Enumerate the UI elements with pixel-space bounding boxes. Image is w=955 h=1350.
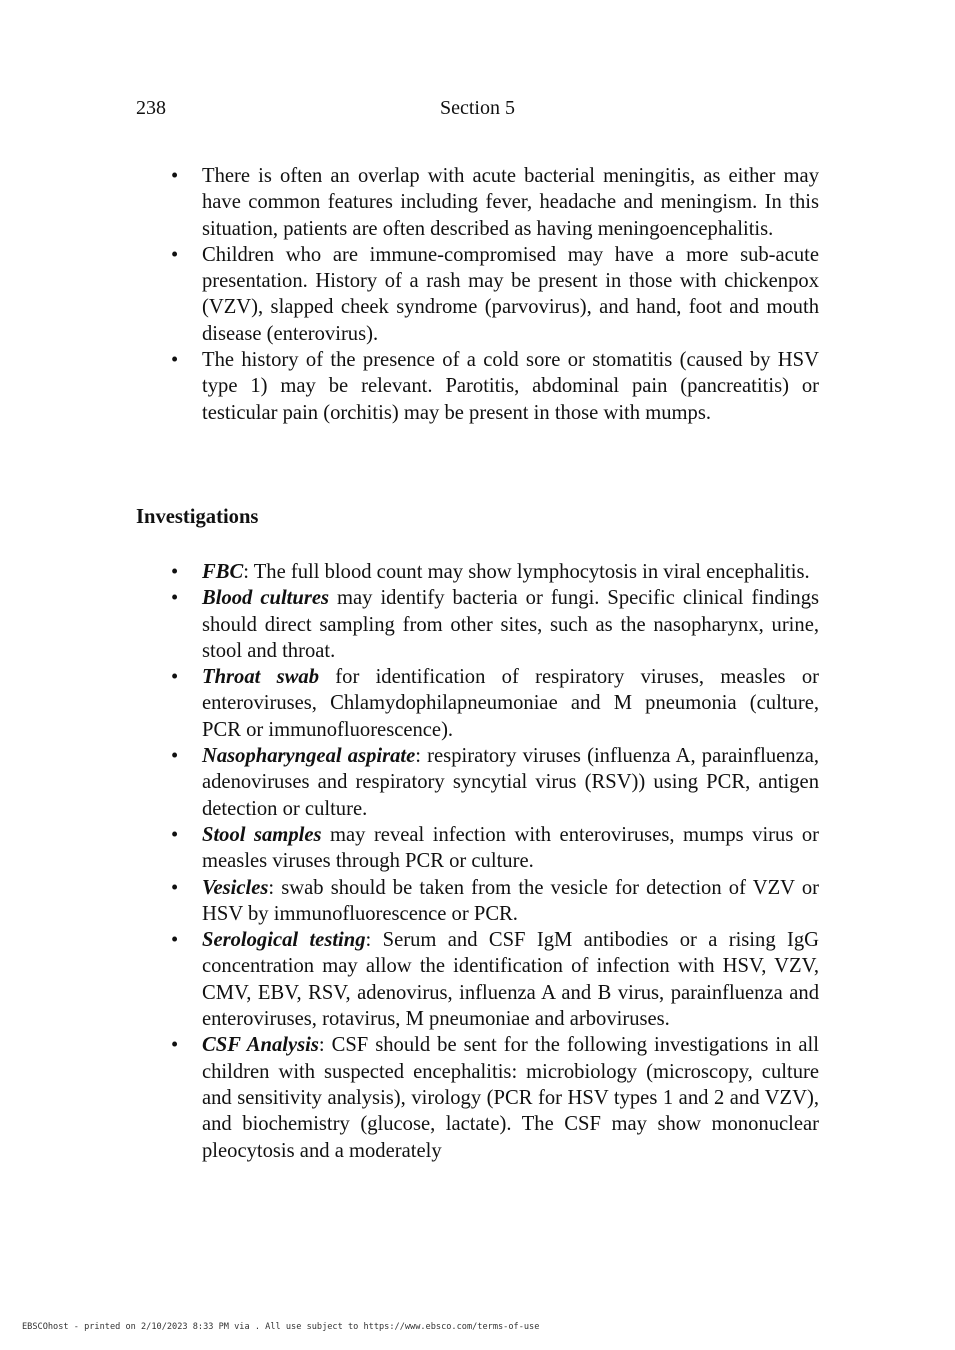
investigation-term: Blood cultures — [202, 587, 330, 610]
investigation-text: may reveal infection with enteroviruses, mumps virus or measles viruses through PCR or culture. — [202, 823, 819, 873]
list-item — [136, 559, 819, 585]
running-head: Section 5 — [440, 97, 515, 119]
bullet-icon: • — [171, 349, 179, 372]
list-item-text: Children who are immune-compromised may have a more sub-acute presentation. History of a rash may be present in those with chickenpox (VZV), slapped cheek syndrome (parvovirus), and hand, foot and mouth disease (enterovirus). — [202, 243, 819, 345]
investigation-term: CSF Analysis — [202, 1034, 319, 1057]
investigation-text: may identify bacteria or fungi. Specific clinical findings should direct sampling from other sites, such as the nasopharynx, urine, stool and throat. — [202, 587, 820, 662]
intro-bullet-list — [136, 163, 819, 426]
bullet-icon: • — [171, 823, 179, 846]
investigation-term: Nasopharyngeal aspirate — [202, 745, 416, 768]
list-item — [136, 1032, 819, 1163]
investigation-term: Serological testing — [202, 929, 366, 952]
bullet-icon: • — [171, 666, 179, 689]
list-item — [136, 927, 819, 1032]
bullet-icon: • — [171, 745, 179, 768]
footer-notice: EBSCOhost - printed on 2/10/2023 8:33 PM via . All use subject to https://www.ebsco.com/terms-of-use — [22, 1322, 540, 1332]
investigation-text: : The full blood count may show lymphocytosis in viral encephalitis. — [243, 561, 810, 583]
investigation-term: Throat swab — [202, 666, 319, 689]
bullet-icon: • — [171, 165, 179, 187]
investigation-text: : respiratory viruses (influenza A, parainfluenza, adenoviruses and respiratory syncytial virus (RSV)) using PCR, antigen detection or culture. — [202, 745, 819, 820]
list-item-text: There is often an overlap with acute bacterial meningitis, as either may have common features including fever, headache and meningism. In this situation, patients are often described as having meningoencephalitis. — [202, 165, 819, 240]
bullet-icon: • — [171, 876, 179, 899]
list-item — [136, 163, 819, 242]
list-item — [136, 347, 819, 426]
investigation-text: : Serum and CSF IgM antibodies or a rising IgG concentration may allow the identification of infection with HSV, VZV, CMV, EBV, RSV, adenovirus, influenza A and B virus, parainfluenza and enteroviruses, rotavirus, M pneumoniae and arboviruses. — [202, 929, 820, 1031]
investigation-term: Vesicles — [202, 876, 269, 899]
list-item-text: The history of the presence of a cold sore or stomatitis (caused by HSV type 1) may be relevant. Parotitis, abdominal pain (pancreatitis) or testicular pain (orchitis) may be present in those with mumps. — [202, 349, 819, 424]
bullet-icon: • — [171, 929, 179, 952]
investigation-text: : swab should be taken from the vesicle for detection of VZV or HSV by immunofluorescence or PCR. — [202, 876, 819, 925]
list-item — [136, 242, 819, 347]
bullet-icon: • — [171, 587, 179, 610]
list-item — [136, 875, 819, 928]
investigation-text: for identification of respiratory viruses, measles or enteroviruses, Chlamydophilapneumoniae and M pneumonia (culture, PCR or immunofluorescence). — [202, 666, 819, 741]
bullet-icon: • — [171, 561, 179, 583]
page-number: 238 — [136, 97, 166, 119]
list-item — [136, 743, 819, 822]
bullet-icon: • — [171, 1034, 179, 1057]
section-heading-investigations: Investigations — [136, 506, 259, 528]
investigation-term: Stool samples — [202, 823, 322, 846]
investigation-text: : CSF should be sent for the following investigations in all children with suspected encephalitis: microbiology (microscopy, culture and sensitivity analysis), virology (PCR for HSV types 1 and 2 and VZV), and biochemistry (glucose, lactate). The CSF may show mononuclear pleocytosis and a moderately — [202, 1034, 819, 1162]
investigation-term: FBC — [202, 561, 244, 583]
investigations-list — [136, 559, 819, 1164]
bullet-icon: • — [171, 243, 179, 266]
list-item — [136, 822, 819, 875]
list-item — [136, 585, 819, 664]
list-item — [136, 664, 819, 743]
